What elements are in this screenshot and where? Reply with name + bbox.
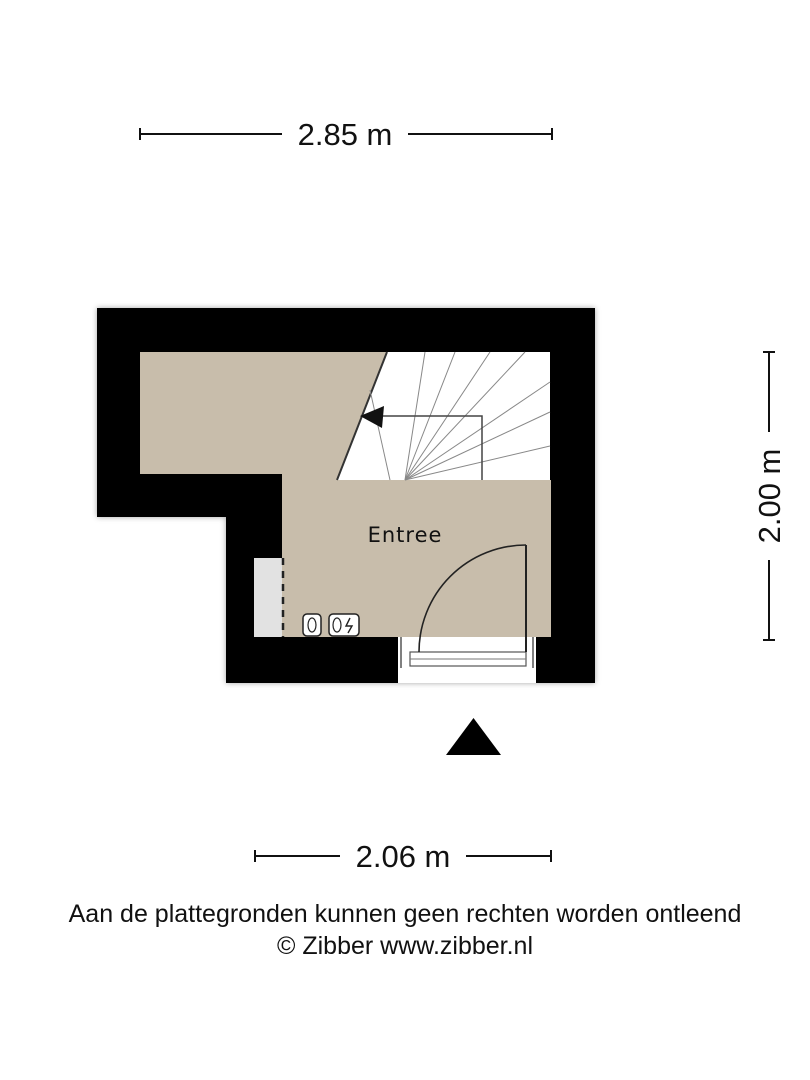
- entrance-arrow-icon: [446, 718, 501, 755]
- dimension-label-top: 2.85 m: [297, 117, 393, 152]
- disclaimer-text: Aan de plattegronden kunnen geen rechten worden ontleend: [68, 900, 742, 928]
- copyright-text: © Zibber www.zibber.nl: [276, 932, 534, 960]
- room-label-entree: Entree: [367, 523, 443, 547]
- water-meter-icon: [303, 614, 321, 636]
- utility-meters: [303, 614, 359, 636]
- dimension-bottom: [255, 839, 551, 874]
- dimension-top: [140, 117, 552, 152]
- dimension-right: [752, 352, 787, 640]
- closet: [254, 558, 282, 637]
- dimension-label-right: 2.00 m: [752, 448, 787, 544]
- electric-meter-icon: [329, 614, 359, 636]
- dimension-label-bottom: 2.06 m: [355, 839, 451, 874]
